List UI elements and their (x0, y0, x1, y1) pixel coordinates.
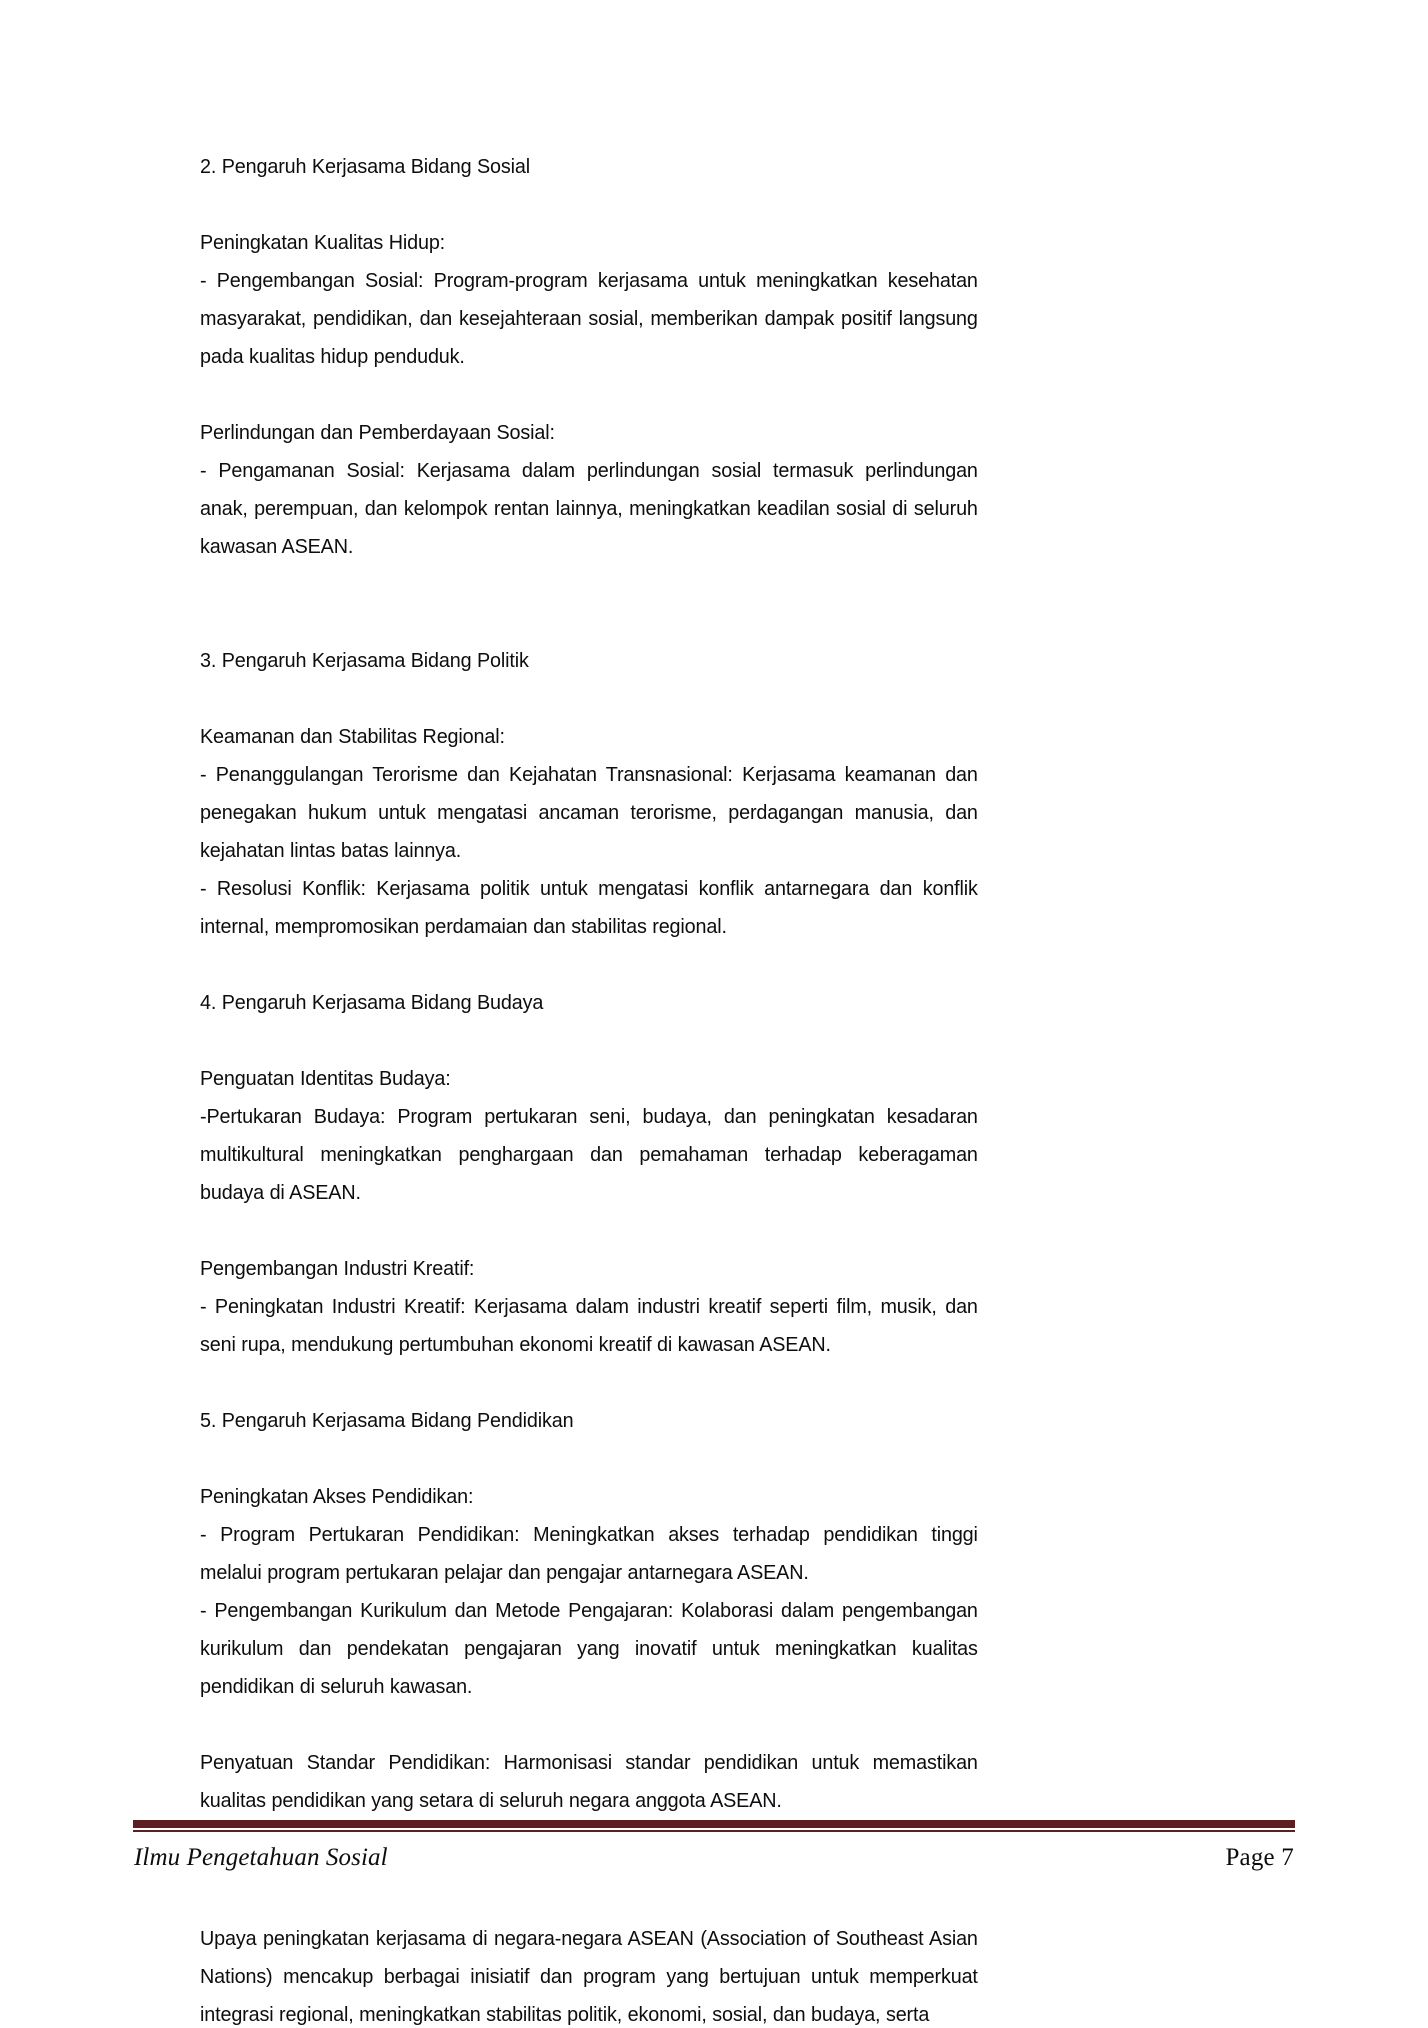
footer-divider (133, 1820, 1295, 1832)
bullet-pertukaran-budaya: -Pertukaran Budaya: Program pertukaran seni, budaya, dan peningkatan kesadaran multikultural meningkatkan penghargaan dan pemahaman terhadap keberagaman budaya di ASEAN. (200, 1105, 978, 1204)
subheading-keamanan-stabilitas-regional: Keamanan dan Stabilitas Regional: (200, 725, 505, 748)
section-heading-2: 2. Pengaruh Kerjasama Bidang Sosial (200, 155, 531, 178)
spacer (200, 680, 978, 718)
page-footer (133, 1820, 1295, 1910)
spacer (200, 1364, 978, 1402)
spacer (200, 1022, 978, 1060)
subheading-pengembangan-industri-kreatif: Pengembangan Industri Kreatif: (200, 1257, 475, 1280)
bullet-program-pertukaran-pendidikan: - Program Pertukaran Pendidikan: Meningkatkan akses terhadap pendidikan tinggi melalui program pertukaran pelajar dan pengajar antarnegara ASEAN. (200, 1523, 978, 1584)
section-heading-5: 5. Pengaruh Kerjasama Bidang Pendidikan (200, 1409, 574, 1432)
bullet-peningkatan-industri-kreatif: - Peningkatan Industri Kreatif: Kerjasama dalam industri kreatif seperti film, musik, dan seni rupa, mendukung pertumbuhan ekonomi kreatif di kawasan ASEAN. (200, 1295, 978, 1356)
spacer (200, 1706, 978, 1744)
spacer (200, 566, 978, 642)
footer-document-title: Ilmu Pengetahuan Sosial (134, 1844, 388, 1871)
subheading-penguatan-identitas-budaya: Penguatan Identitas Budaya: (200, 1067, 451, 1090)
spacer (200, 1440, 978, 1478)
section-heading-4: 4. Pengaruh Kerjasama Bidang Budaya (200, 991, 544, 1014)
spacer (200, 186, 978, 224)
footer-page-number: Page 7 (1225, 1844, 1294, 1871)
bullet-pengembangan-kurikulum: - Pengembangan Kurikulum dan Metode Pengajaran: Kolaborasi dalam pengembangan kurikulum dan pendekatan pengajaran yang inovatif untuk meningkatkan kualitas pendidikan di seluruh kawasan. (200, 1599, 978, 1698)
subheading-perlindungan-pemberdayaan-sosial: Perlindungan dan Pemberdayaan Sosial: (200, 421, 555, 444)
paragraph-penyatuan-standar-pendidikan: Penyatuan Standar Pendidikan: Harmonisasi standar pendidikan untuk memastikan kualitas pendidikan yang setara di seluruh negara anggota ASEAN. (200, 1751, 978, 1812)
footer-rule-thick (133, 1820, 1295, 1828)
footer-rule-thin (133, 1830, 1295, 1832)
paragraph-upaya-peningkatan-kerjasama: Upaya peningkatan kerjasama di negara-negara ASEAN (Association of Southeast Asian Nations) mencakup berbagai inisiatif dan program yang bertujuan untuk memperkuat integrasi regional, meningkatkan stabilitas politik, ekonomi, sosial, dan budaya, serta (200, 1927, 978, 2026)
footer-content (133, 1844, 1295, 1872)
page-content (200, 148, 978, 2028)
bullet-pengembangan-sosial: - Pengembangan Sosial: Program-program kerjasama untuk meningkatkan kesehatan masyarakat, pendidikan, dan kesejahteraan sosial, memberikan dampak positif langsung pada kualitas hidup penduduk. (200, 269, 978, 368)
spacer (200, 1212, 978, 1250)
spacer (200, 946, 978, 984)
bullet-penanggulangan-terorisme: - Penanggulangan Terorisme dan Kejahatan Transnasional: Kerjasama keamanan dan penegakan hukum untuk mengatasi ancaman terorisme, perdagangan manusia, dan kejahatan lintas batas lainnya. (200, 763, 978, 862)
subheading-peningkatan-akses-pendidikan: Peningkatan Akses Pendidikan: (200, 1485, 474, 1508)
section-heading-3: 3. Pengaruh Kerjasama Bidang Politik (200, 649, 529, 672)
spacer (200, 376, 978, 414)
bullet-pengamanan-sosial: - Pengamanan Sosial: Kerjasama dalam perlindungan sosial termasuk perlindungan anak, perempuan, dan kelompok rentan lainnya, meningkatkan keadilan sosial di seluruh kawasan ASEAN. (200, 459, 978, 558)
subheading-peningkatan-kualitas-hidup: Peningkatan Kualitas Hidup: (200, 231, 446, 254)
bullet-resolusi-konflik: - Resolusi Konflik: Kerjasama politik untuk mengatasi konflik antarnegara dan konflik internal, mempromosikan perdamaian dan stabilitas regional. (200, 877, 978, 938)
